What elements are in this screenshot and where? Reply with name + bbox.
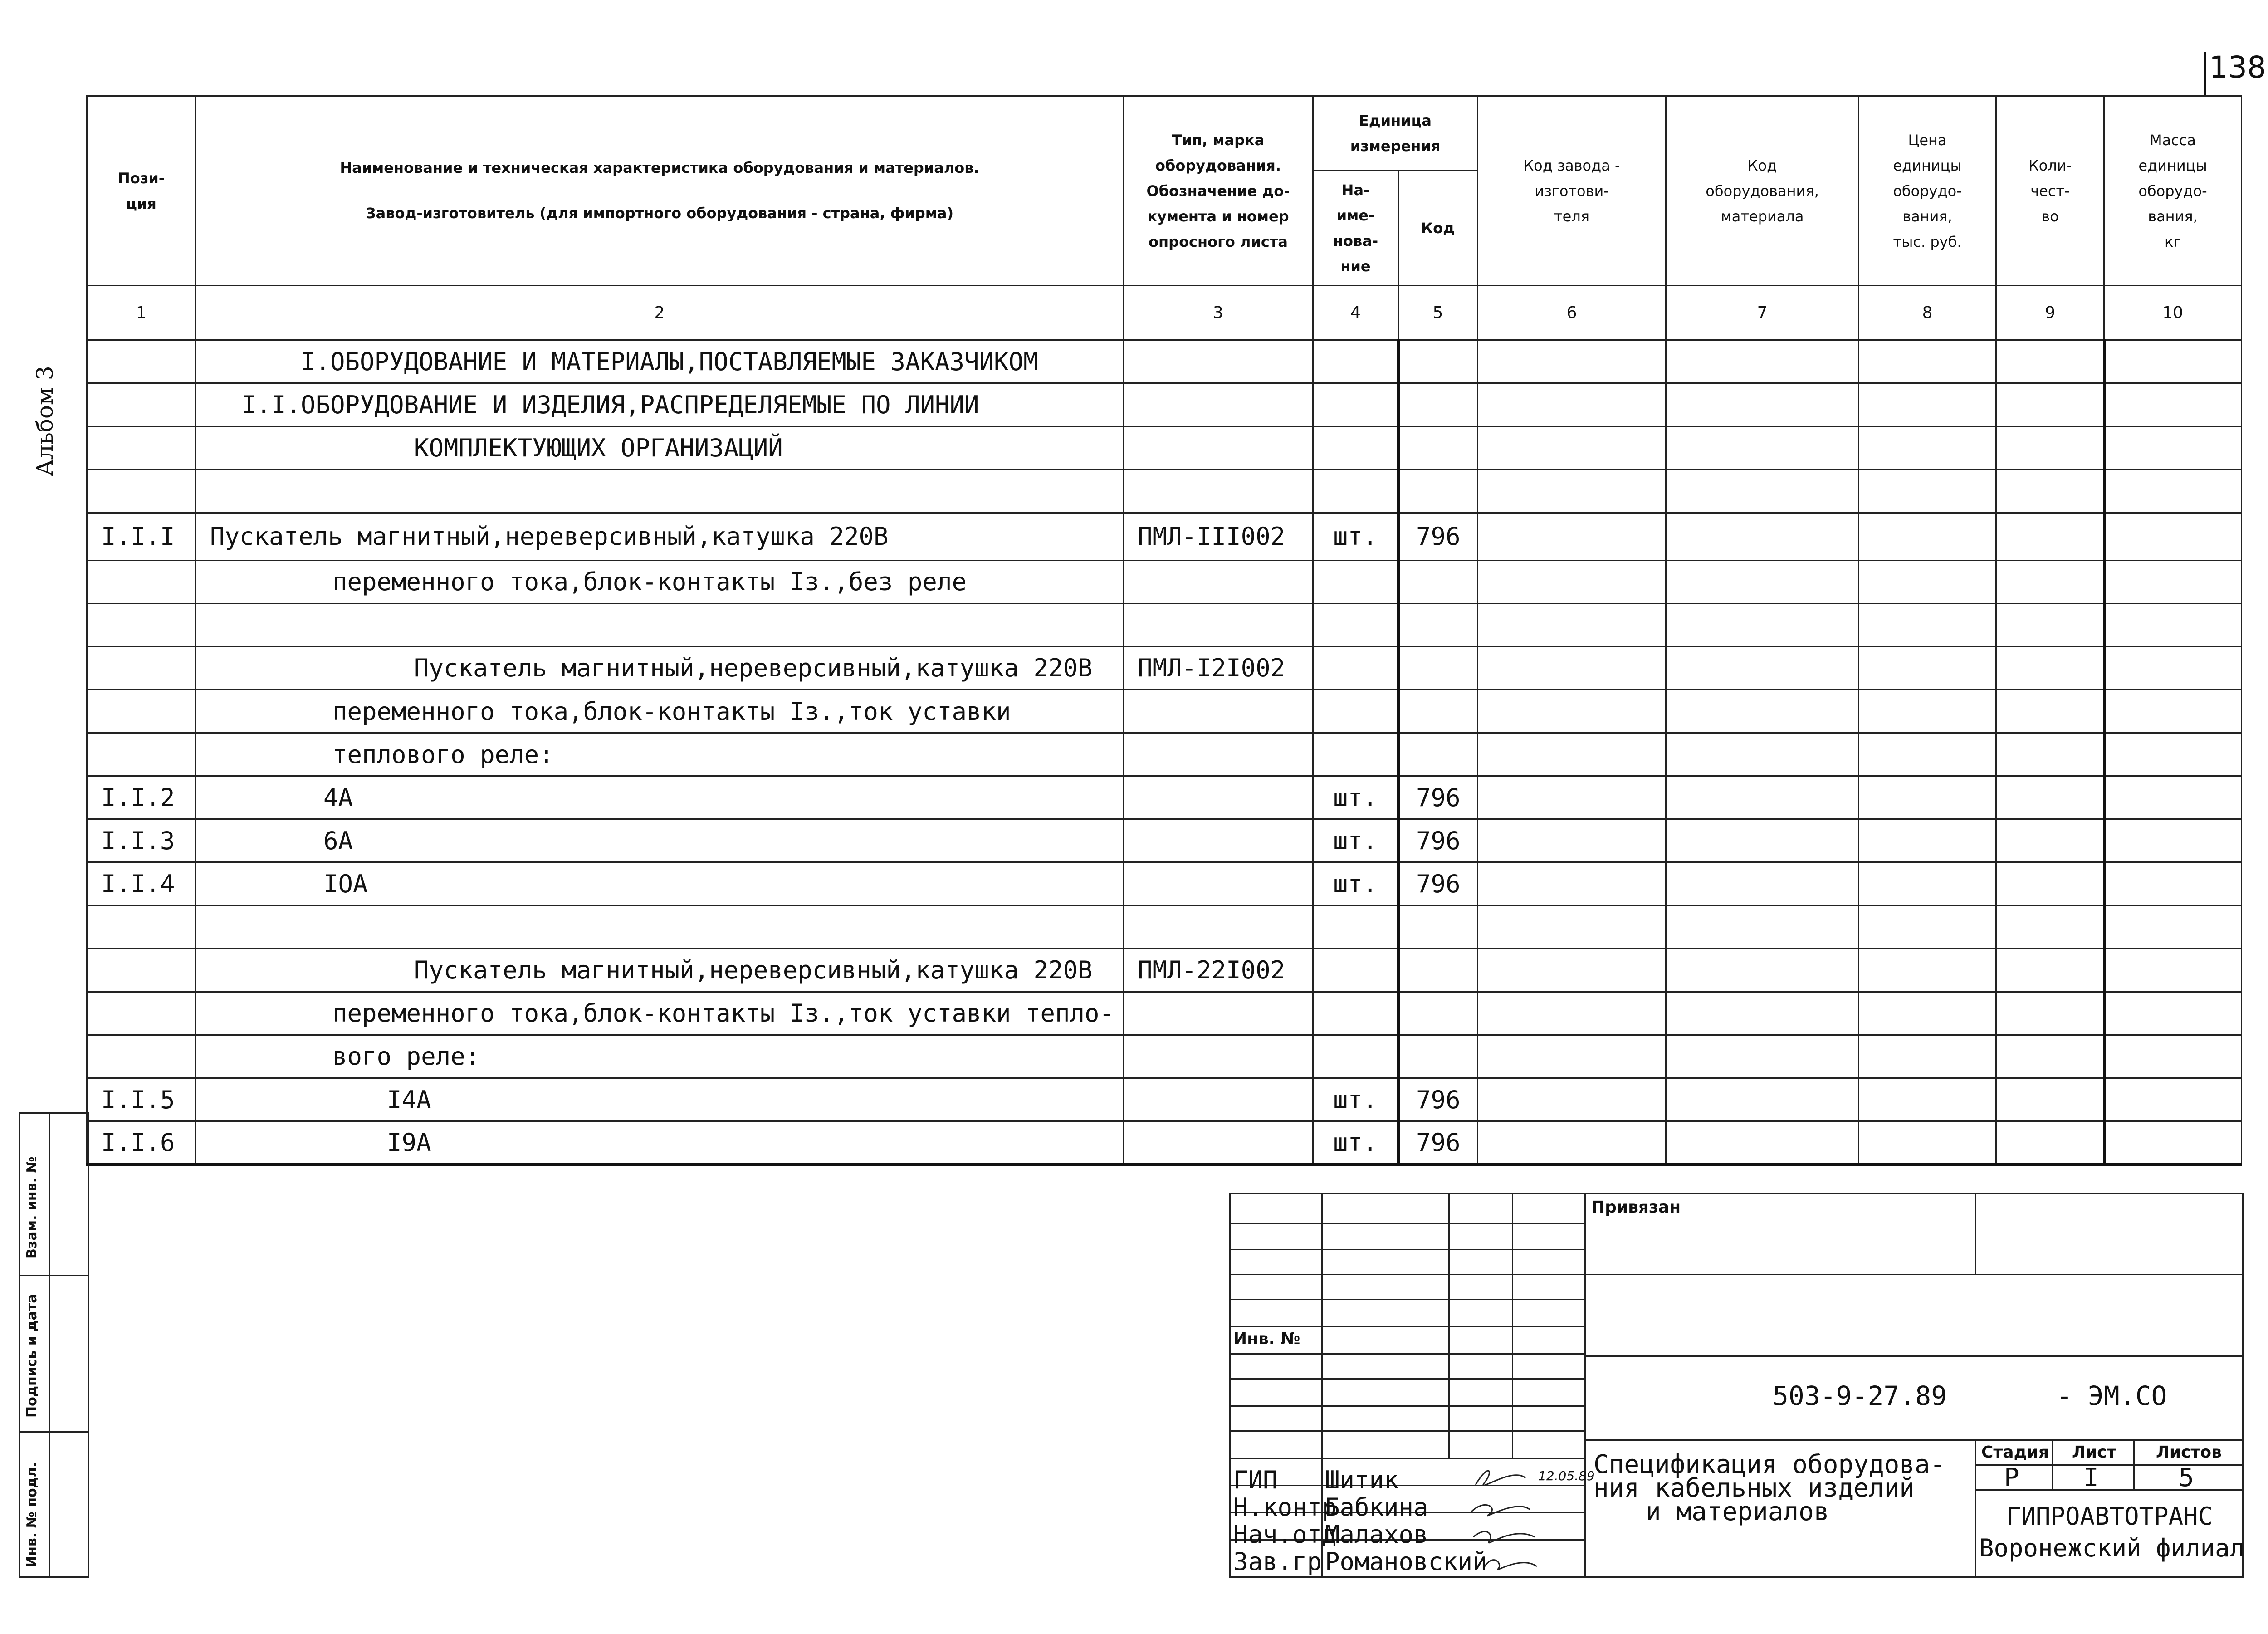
header-unit-name: На- име- нова- ние bbox=[1313, 171, 1398, 286]
row-plant-code bbox=[1478, 905, 1666, 949]
row-price bbox=[1859, 862, 1996, 905]
column-number: 6 bbox=[1478, 286, 1666, 340]
row-equipment-code bbox=[1666, 949, 1859, 992]
relay-current-setting: I9А bbox=[387, 1128, 431, 1157]
row-quantity bbox=[1996, 513, 2104, 560]
row-unit-code: 796 bbox=[1398, 1078, 1478, 1121]
row-type bbox=[1124, 992, 1313, 1035]
row-type bbox=[1124, 1121, 1313, 1164]
row-equipment-code bbox=[1666, 819, 1859, 862]
row-position bbox=[87, 340, 196, 383]
row-position bbox=[87, 905, 196, 949]
row-unit-code bbox=[1398, 690, 1478, 733]
row-position: I.I.2 bbox=[87, 776, 196, 819]
table-row bbox=[87, 646, 2242, 690]
column-number: 4 bbox=[1313, 286, 1398, 340]
row-price bbox=[1859, 340, 1996, 383]
row-position: I.I.I bbox=[87, 513, 196, 560]
row-plant-code bbox=[1478, 992, 1666, 1035]
row-unit bbox=[1313, 470, 1398, 513]
row-equipment-code bbox=[1666, 340, 1859, 383]
row-type bbox=[1124, 560, 1313, 603]
row-type bbox=[1124, 603, 1313, 646]
row-mass bbox=[2104, 733, 2242, 776]
table-row bbox=[87, 340, 2242, 383]
row-price bbox=[1859, 733, 1996, 776]
row-quantity bbox=[1996, 733, 2104, 776]
row-price bbox=[1859, 560, 1996, 603]
row-mass bbox=[2104, 905, 2242, 949]
row-plant-code bbox=[1478, 513, 1666, 560]
row-type bbox=[1124, 862, 1313, 905]
row-plant-code bbox=[1478, 426, 1666, 470]
row-mass bbox=[2104, 819, 2242, 862]
row-plant-code bbox=[1478, 560, 1666, 603]
document-title: Спецификация оборудова- ния кабельных изделий и материалов bbox=[1593, 1450, 1945, 1526]
row-equipment-code bbox=[1666, 1078, 1859, 1121]
row-type bbox=[1124, 776, 1313, 819]
row-quantity bbox=[1996, 426, 2104, 470]
row-type bbox=[1124, 905, 1313, 949]
row-unit bbox=[1313, 560, 1398, 603]
row-type bbox=[1124, 1035, 1313, 1078]
stage-label: Стадия bbox=[1981, 1443, 2049, 1462]
relay-current-setting: 4А bbox=[323, 783, 353, 812]
row-position: I.I.5 bbox=[87, 1078, 196, 1121]
row-unit-code bbox=[1398, 470, 1478, 513]
row-name: I.I.ОБОРУДОВАНИЕ И ИЗДЕЛИЯ,РАСПРЕДЕЛЯЕМЫЕ ПО ЛИНИИ bbox=[196, 383, 1124, 426]
row-type bbox=[1124, 733, 1313, 776]
table-row bbox=[87, 1078, 2242, 1121]
row-quantity bbox=[1996, 819, 2104, 862]
stamp-replacement-inv: Взам. инв. № bbox=[24, 1156, 40, 1259]
row-type: ПМЛ-III002 bbox=[1124, 513, 1313, 560]
row-type bbox=[1124, 340, 1313, 383]
row-unit-code bbox=[1398, 646, 1478, 690]
row-plant-code bbox=[1478, 776, 1666, 819]
row-position: I.I.6 bbox=[87, 1121, 196, 1164]
row-mass bbox=[2104, 1035, 2242, 1078]
page-number: 138 bbox=[2209, 50, 2266, 85]
row-name: теплового реле: bbox=[196, 733, 1124, 776]
table-row bbox=[87, 862, 2242, 905]
row-mass bbox=[2104, 383, 2242, 426]
row-name bbox=[196, 470, 1124, 513]
row-price bbox=[1859, 646, 1996, 690]
row-unit-code: 796 bbox=[1398, 776, 1478, 819]
row-plant-code bbox=[1478, 862, 1666, 905]
sheet-value: I bbox=[2083, 1463, 2099, 1492]
row-unit bbox=[1313, 992, 1398, 1035]
album-label: Альбом 3 bbox=[32, 366, 58, 476]
row-plant-code bbox=[1478, 949, 1666, 992]
row-position bbox=[87, 733, 196, 776]
role-list: ГИП Н.контр Нач.отд Зав.гр bbox=[1233, 1466, 1337, 1576]
row-name: Пускатель магнитный,нереверсивный,катушка 220В bbox=[196, 513, 1124, 560]
table-row bbox=[87, 383, 2242, 426]
row-type bbox=[1124, 470, 1313, 513]
row-equipment-code bbox=[1666, 560, 1859, 603]
row-unit-code bbox=[1398, 603, 1478, 646]
row-price bbox=[1859, 470, 1996, 513]
header-plant-code: Код завода - изготови- теля bbox=[1478, 96, 1666, 286]
table-row bbox=[87, 992, 2242, 1035]
row-type: ПМЛ-22I002 bbox=[1124, 949, 1313, 992]
header-unit-code: Код bbox=[1398, 171, 1478, 286]
header-price: Цена единицы оборудо- вания, тыс. руб. bbox=[1859, 96, 1996, 286]
row-name bbox=[196, 819, 1124, 862]
row-equipment-code bbox=[1666, 690, 1859, 733]
row-equipment-code bbox=[1666, 776, 1859, 819]
row-price bbox=[1859, 1078, 1996, 1121]
row-plant-code bbox=[1478, 1121, 1666, 1164]
row-unit bbox=[1313, 603, 1398, 646]
row-mass bbox=[2104, 1078, 2242, 1121]
row-quantity bbox=[1996, 340, 2104, 383]
row-name: Пускатель магнитный,нереверсивный,катушка 220В bbox=[196, 646, 1124, 690]
row-position bbox=[87, 560, 196, 603]
row-position bbox=[87, 992, 196, 1035]
row-unit-code bbox=[1398, 383, 1478, 426]
sheets-value: 5 bbox=[2179, 1463, 2194, 1492]
row-unit-code bbox=[1398, 560, 1478, 603]
row-unit-code bbox=[1398, 340, 1478, 383]
row-price bbox=[1859, 1035, 1996, 1078]
row-equipment-code bbox=[1666, 646, 1859, 690]
stage-value: Р bbox=[2004, 1463, 2019, 1492]
row-equipment-code bbox=[1666, 992, 1859, 1035]
row-position bbox=[87, 646, 196, 690]
row-mass bbox=[2104, 426, 2242, 470]
sheets-label: Листов bbox=[2156, 1443, 2222, 1462]
row-type bbox=[1124, 690, 1313, 733]
row-position bbox=[87, 949, 196, 992]
row-quantity bbox=[1996, 949, 2104, 992]
relay-current-setting: I4А bbox=[387, 1085, 431, 1114]
row-equipment-code bbox=[1666, 905, 1859, 949]
row-price bbox=[1859, 776, 1996, 819]
row-unit-code: 796 bbox=[1398, 862, 1478, 905]
header-equipment-code: Код оборудования, материала bbox=[1666, 96, 1859, 286]
row-equipment-code bbox=[1666, 470, 1859, 513]
row-price bbox=[1859, 513, 1996, 560]
header-quantity: Коли- чест- во bbox=[1996, 96, 2104, 286]
column-number: 1 bbox=[87, 286, 196, 340]
row-name bbox=[196, 603, 1124, 646]
table-row bbox=[87, 690, 2242, 733]
row-unit-code bbox=[1398, 426, 1478, 470]
row-mass bbox=[2104, 776, 2242, 819]
column-number: 7 bbox=[1666, 286, 1859, 340]
relay-current-setting: 6А bbox=[323, 826, 353, 855]
relay-current-setting: IОА bbox=[323, 870, 368, 899]
row-quantity bbox=[1996, 646, 2104, 690]
row-equipment-code bbox=[1666, 383, 1859, 426]
left-margin-stamp bbox=[19, 1112, 89, 1578]
row-unit-code bbox=[1398, 949, 1478, 992]
privyazan-label: Привязан bbox=[1591, 1198, 1681, 1217]
row-plant-code bbox=[1478, 1035, 1666, 1078]
row-mass bbox=[2104, 470, 2242, 513]
row-unit-code bbox=[1398, 992, 1478, 1035]
document-code: 503-9-27.89 bbox=[1773, 1380, 1947, 1411]
row-plant-code bbox=[1478, 819, 1666, 862]
row-name: переменного тока,блок-контакты Iз.,ток уставки тепло- bbox=[196, 992, 1124, 1035]
header-position: Пози- ция bbox=[87, 96, 196, 286]
row-price bbox=[1859, 992, 1996, 1035]
row-unit bbox=[1313, 646, 1398, 690]
column-number: 3 bbox=[1124, 286, 1313, 340]
row-equipment-code bbox=[1666, 733, 1859, 776]
row-unit: шт. bbox=[1313, 1078, 1398, 1121]
row-price bbox=[1859, 1121, 1996, 1164]
table-row bbox=[87, 905, 2242, 949]
row-unit-code: 796 bbox=[1398, 819, 1478, 862]
row-mass bbox=[2104, 690, 2242, 733]
row-name: КОМПЛЕКТУЮЩИХ ОРГАНИЗАЦИЙ bbox=[196, 426, 1124, 470]
document-suffix: - ЭМ.СО bbox=[2056, 1380, 2167, 1411]
row-price bbox=[1859, 819, 1996, 862]
row-name bbox=[196, 905, 1124, 949]
row-unit bbox=[1313, 905, 1398, 949]
row-equipment-code bbox=[1666, 862, 1859, 905]
row-unit-code bbox=[1398, 733, 1478, 776]
row-name bbox=[196, 862, 1124, 905]
row-equipment-code bbox=[1666, 603, 1859, 646]
table-row bbox=[87, 1121, 2242, 1164]
row-unit: шт. bbox=[1313, 862, 1398, 905]
row-unit: шт. bbox=[1313, 1121, 1398, 1164]
row-name: переменного тока,блок-контакты Iз.,без реле bbox=[196, 560, 1124, 603]
row-unit bbox=[1313, 383, 1398, 426]
row-plant-code bbox=[1478, 470, 1666, 513]
name-list: Шитик Бабкина Малахов Романовский bbox=[1325, 1466, 1487, 1576]
row-quantity bbox=[1996, 776, 2104, 819]
row-name: Пускатель магнитный,нереверсивный,катушка 220В bbox=[196, 949, 1124, 992]
stamp-signature-date: Подпись и дата bbox=[24, 1294, 40, 1418]
row-plant-code bbox=[1478, 383, 1666, 426]
row-name: вого реле: bbox=[196, 1035, 1124, 1078]
inv-number-label: Инв. № bbox=[1233, 1330, 1300, 1348]
row-unit bbox=[1313, 690, 1398, 733]
row-unit: шт. bbox=[1313, 513, 1398, 560]
row-equipment-code bbox=[1666, 426, 1859, 470]
row-unit-code bbox=[1398, 905, 1478, 949]
row-equipment-code bbox=[1666, 1121, 1859, 1164]
header-mass: Масса единицы оборудо- вания, кг bbox=[2104, 96, 2242, 286]
row-unit bbox=[1313, 340, 1398, 383]
page-number-bar bbox=[2204, 52, 2206, 95]
row-unit bbox=[1313, 949, 1398, 992]
row-mass bbox=[2104, 1121, 2242, 1164]
row-unit-code: 796 bbox=[1398, 513, 1478, 560]
row-mass bbox=[2104, 340, 2242, 383]
row-equipment-code bbox=[1666, 1035, 1859, 1078]
row-quantity bbox=[1996, 560, 2104, 603]
row-position bbox=[87, 426, 196, 470]
row-mass bbox=[2104, 646, 2242, 690]
row-plant-code bbox=[1478, 1078, 1666, 1121]
row-name bbox=[196, 1121, 1124, 1164]
row-quantity bbox=[1996, 992, 2104, 1035]
column-number: 9 bbox=[1996, 286, 2104, 340]
row-plant-code bbox=[1478, 646, 1666, 690]
row-type: ПМЛ-I2I002 bbox=[1124, 646, 1313, 690]
column-number: 10 bbox=[2104, 286, 2242, 340]
row-quantity bbox=[1996, 383, 2104, 426]
signatures bbox=[1457, 1458, 1548, 1576]
row-mass bbox=[2104, 862, 2242, 905]
table-row bbox=[87, 470, 2242, 513]
row-name bbox=[196, 776, 1124, 819]
row-position bbox=[87, 383, 196, 426]
table-row bbox=[87, 1035, 2242, 1078]
row-mass bbox=[2104, 513, 2242, 560]
row-price bbox=[1859, 603, 1996, 646]
table-row bbox=[87, 733, 2242, 776]
row-mass bbox=[2104, 603, 2242, 646]
row-mass bbox=[2104, 992, 2242, 1035]
row-unit-code bbox=[1398, 1035, 1478, 1078]
row-plant-code bbox=[1478, 603, 1666, 646]
sign-date: 12.05.89 bbox=[1538, 1468, 1595, 1483]
stamp-inv-original: Инв. № подл. bbox=[24, 1462, 40, 1567]
row-price bbox=[1859, 383, 1996, 426]
row-quantity bbox=[1996, 1121, 2104, 1164]
table-row bbox=[87, 513, 2242, 560]
header-type: Тип, марка оборудования. Обозначение до- кумента и номер опросного листа bbox=[1124, 96, 1313, 286]
row-position: I.I.4 bbox=[87, 862, 196, 905]
row-position bbox=[87, 690, 196, 733]
row-plant-code bbox=[1478, 340, 1666, 383]
row-price bbox=[1859, 690, 1996, 733]
row-position bbox=[87, 1035, 196, 1078]
row-unit: шт. bbox=[1313, 819, 1398, 862]
title-block bbox=[1229, 1193, 2244, 1578]
row-quantity bbox=[1996, 690, 2104, 733]
row-mass bbox=[2104, 560, 2242, 603]
row-name: переменного тока,блок-контакты Iз.,ток уставки bbox=[196, 690, 1124, 733]
row-mass bbox=[2104, 949, 2242, 992]
row-type bbox=[1124, 426, 1313, 470]
organization: ГИПРОАВТОТРАНС Воронежский филиал bbox=[1979, 1502, 2245, 1562]
row-unit-code: 796 bbox=[1398, 1121, 1478, 1164]
row-type bbox=[1124, 1078, 1313, 1121]
row-type bbox=[1124, 819, 1313, 862]
row-unit bbox=[1313, 733, 1398, 776]
row-unit bbox=[1313, 1035, 1398, 1078]
table-row bbox=[87, 426, 2242, 470]
column-number: 8 bbox=[1859, 286, 1996, 340]
row-price bbox=[1859, 905, 1996, 949]
table-row bbox=[87, 949, 2242, 992]
row-plant-code bbox=[1478, 690, 1666, 733]
header-name: Наименование и техническая характеристика оборудования и материалов. Завод-изготовитель (для импортного оборудования - страна, фирма) bbox=[196, 96, 1124, 286]
row-equipment-code bbox=[1666, 513, 1859, 560]
table-row bbox=[87, 560, 2242, 603]
row-quantity bbox=[1996, 1035, 2104, 1078]
row-quantity bbox=[1996, 470, 2104, 513]
column-number: 5 bbox=[1398, 286, 1478, 340]
row-plant-code bbox=[1478, 733, 1666, 776]
row-type bbox=[1124, 383, 1313, 426]
specification-table bbox=[86, 95, 2242, 1166]
table-row bbox=[87, 603, 2242, 646]
row-quantity bbox=[1996, 905, 2104, 949]
table-row bbox=[87, 776, 2242, 819]
column-number: 2 bbox=[196, 286, 1124, 340]
row-position bbox=[87, 470, 196, 513]
row-price bbox=[1859, 949, 1996, 992]
header-unit-group: Единица измерения bbox=[1313, 96, 1478, 171]
row-name: I.ОБОРУДОВАНИЕ И МАТЕРИАЛЫ,ПОСТАВЛЯЕМЫЕ ЗАКАЗЧИКОМ bbox=[196, 340, 1124, 383]
table-row bbox=[87, 819, 2242, 862]
row-quantity bbox=[1996, 862, 2104, 905]
row-unit: шт. bbox=[1313, 776, 1398, 819]
row-position: I.I.3 bbox=[87, 819, 196, 862]
row-quantity bbox=[1996, 1078, 2104, 1121]
row-unit bbox=[1313, 426, 1398, 470]
row-price bbox=[1859, 426, 1996, 470]
row-position bbox=[87, 603, 196, 646]
row-quantity bbox=[1996, 603, 2104, 646]
sheet-label: Лист bbox=[2072, 1443, 2116, 1462]
row-name bbox=[196, 1078, 1124, 1121]
